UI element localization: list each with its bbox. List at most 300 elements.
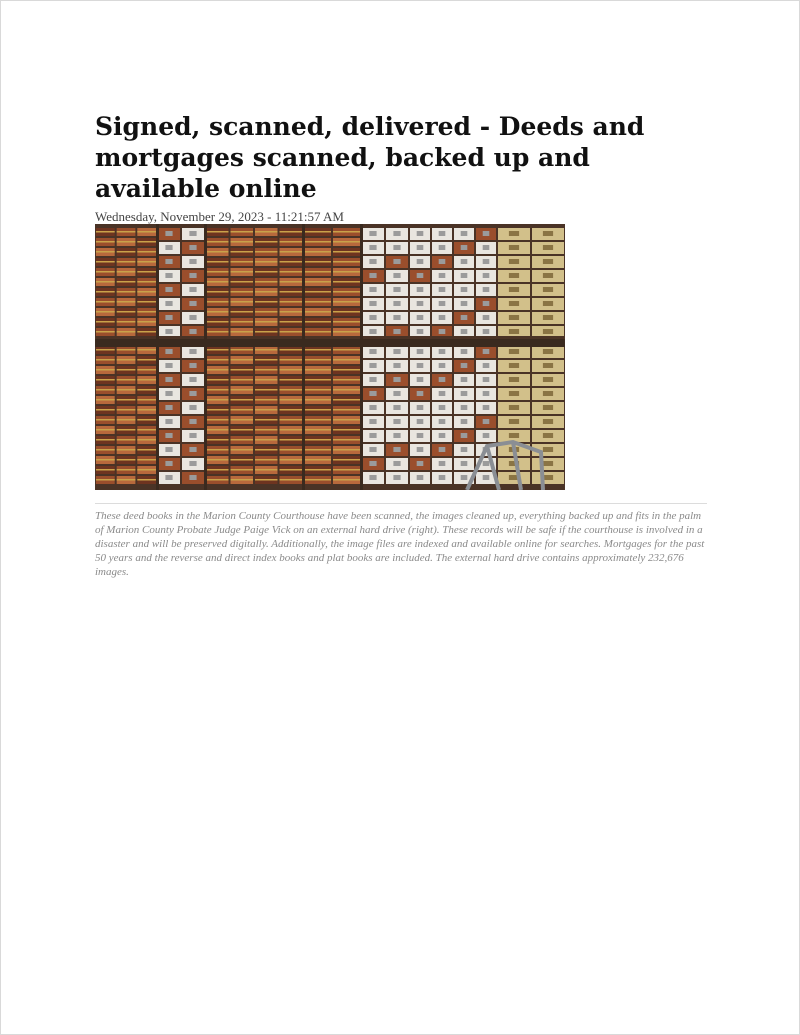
spine-label [189,433,196,438]
spine-band [117,349,136,351]
spine-band [96,251,115,253]
spine-band [231,439,254,441]
spine-band [137,261,156,263]
spine-label [483,461,490,466]
spine-band [280,271,303,273]
spine-label [417,377,424,382]
spine-label [189,301,196,306]
spine-label [439,363,446,368]
spine-band [280,459,303,461]
spine-band [255,311,278,313]
spine-band [255,409,278,411]
spine-band [117,369,136,371]
spine-band [117,291,136,293]
spine-band [137,241,156,243]
spine-band [304,459,331,461]
spine-band [255,281,278,283]
spine-label [165,419,172,424]
spine-band [280,479,303,481]
spine-label [439,287,446,292]
spine-band [255,261,278,263]
spine-band [280,429,303,431]
spine-label [509,377,519,382]
spine-label [439,273,446,278]
spine-band [137,409,156,411]
spine-band [96,281,115,283]
spine-band [117,399,136,401]
spine-band [255,241,278,243]
spine-band [137,311,156,313]
spine-band [280,261,303,263]
spine-band [333,399,360,401]
spine-band [96,291,115,293]
spine-label [189,245,196,250]
spine-band [304,359,331,361]
spine-band [117,419,136,421]
spine-label [461,447,468,452]
spine-label [369,363,376,368]
spine-label [483,287,490,292]
spine-label [165,405,172,410]
spine-band [280,281,303,283]
spine-band [137,291,156,293]
spine-label [461,377,468,382]
spine-label [439,461,446,466]
spine-band [96,331,115,333]
spine-label [483,363,490,368]
spine-label [417,287,424,292]
spine-label [189,363,196,368]
spine-label [417,245,424,250]
spine-band [255,379,278,381]
spine-band [280,311,303,313]
spine-label [393,231,400,236]
spine-label [369,475,376,480]
spine-label [189,287,196,292]
spine-label [369,315,376,320]
spine-label [165,461,172,466]
spine-band [255,439,278,441]
article-photo [95,224,565,490]
spine-band [255,251,278,253]
spine-band [231,469,254,471]
spine-band [304,449,331,451]
spine-band [96,241,115,243]
spine-label [461,433,468,438]
spine-label [439,231,446,236]
spine-band [280,291,303,293]
spine-band [255,419,278,421]
spine-label [393,447,400,452]
spine-band [96,271,115,273]
spine-band [333,321,360,323]
spine-label [189,475,196,480]
spine-band [137,469,156,471]
spine-band [333,459,360,461]
spine-label [439,447,446,452]
spine-label [439,377,446,382]
spine-band [96,479,115,481]
spine-label [543,405,553,410]
spine-band [206,419,229,421]
spine-band [96,359,115,361]
spine-label [165,475,172,480]
spine-band [96,369,115,371]
spine-label [393,475,400,480]
spine-label [393,377,400,382]
spine-label [461,391,468,396]
spine-label [439,433,446,438]
spine-label [483,259,490,264]
spine-band [96,349,115,351]
spine-band [206,459,229,461]
spine-label [417,461,424,466]
spine-band [280,409,303,411]
spine-band [333,241,360,243]
spine-label [165,433,172,438]
spine-band [333,439,360,441]
spine-label [483,433,490,438]
spine-band [280,251,303,253]
spine-band [206,331,229,333]
spine-label [417,405,424,410]
spine-label [461,259,468,264]
spine-band [231,301,254,303]
spine-band [96,439,115,441]
shelf-board [95,339,565,347]
spine-label [369,391,376,396]
spine-band [206,399,229,401]
spine-label [189,419,196,424]
spine-label [543,363,553,368]
spine-band [96,409,115,411]
spine-band [231,349,254,351]
spine-band [96,449,115,451]
spine-label [165,349,172,354]
spine-band [255,321,278,323]
spine-band [117,271,136,273]
spine-band [304,439,331,441]
spine-label [165,315,172,320]
spine-band [304,331,331,333]
spine-label [439,419,446,424]
spine-label [393,419,400,424]
spine-label [543,301,553,306]
spine-band [333,261,360,263]
spine-band [280,369,303,371]
spine-label [393,349,400,354]
article-dateline: Wednesday, November 29, 2023 - 11:21:57 AM [95,209,344,224]
spine-label [165,377,172,382]
spine-label [461,329,468,334]
spine-band [96,429,115,431]
spine-band [206,261,229,263]
spine-band [137,231,156,233]
spine-band [333,479,360,481]
spine-band [231,311,254,313]
spine-label [369,419,376,424]
spine-band [231,419,254,421]
spine-band [304,311,331,313]
spine-label [417,301,424,306]
spine-label [165,245,172,250]
spine-label [543,433,553,438]
spine-band [231,459,254,461]
spine-label [369,447,376,452]
spine-label [509,273,519,278]
spine-label [509,315,519,320]
spine-band [117,449,136,451]
spine-label [189,447,196,452]
spine-label [369,259,376,264]
spine-band [304,379,331,381]
spine-band [333,311,360,313]
spine-label [417,447,424,452]
spine-label [543,349,553,354]
spine-band [280,349,303,351]
article-headline: Signed, scanned, delivered - Deeds and mortgages scanned, backed up and available online [95,112,645,203]
spine-band [96,321,115,323]
shelf-upright [360,224,363,490]
spine-label [393,315,400,320]
spine-label [483,475,490,480]
spine-band [117,429,136,431]
spine-label [509,329,519,334]
spine-band [304,231,331,233]
spine-label [461,245,468,250]
spine-band [304,321,331,323]
spine-band [137,369,156,371]
spine-band [333,449,360,451]
spine-band [206,349,229,351]
spine-label [393,461,400,466]
spine-band [206,241,229,243]
spine-band [333,331,360,333]
spine-label [483,329,490,334]
spine-label [509,419,519,424]
spine-band [255,469,278,471]
spine-band [96,301,115,303]
spine-label [369,245,376,250]
spine-label [543,231,553,236]
spine-label [509,433,519,438]
spine-label [543,447,553,452]
spine-band [96,469,115,471]
spine-band [117,261,136,263]
spine-label [189,405,196,410]
spine-band [96,379,115,381]
spine-label [483,349,490,354]
spine-band [333,359,360,361]
spine-band [280,231,303,233]
spine-band [255,231,278,233]
spine-band [333,301,360,303]
spine-band [137,379,156,381]
spine-label [483,419,490,424]
spine-band [117,321,136,323]
spine-label [417,363,424,368]
spine-band [304,281,331,283]
spine-band [255,479,278,481]
spine-band [137,331,156,333]
spine-label [509,259,519,264]
spine-label [393,259,400,264]
spine-band [96,261,115,263]
spine-band [255,449,278,451]
spine-label [393,329,400,334]
spine-band [304,469,331,471]
spine-band [333,469,360,471]
spine-band [333,409,360,411]
spine-label [461,461,468,466]
spine-label [461,363,468,368]
spine-label [461,475,468,480]
spine-label [543,287,553,292]
spine-label [189,315,196,320]
spine-band [206,389,229,391]
spine-band [255,399,278,401]
spine-label [393,363,400,368]
spine-label [417,419,424,424]
spine-label [509,349,519,354]
spine-band [304,261,331,263]
photo-caption: These deed books in the Marion County Courthouse have been scanned, the images cleaned up, everything backed up and fits in the palm of Marion County Probate Judge Paige Vick on an external hard drive (right). These records will be safe if the courthouse is involved in a disaster and will be preserved digitally. Additionally, the image files are indexed and available online for searches. Mortgages for the past 50 years and the reverse and direct index books and plat books are included. The external hard drive contains approximately 232,676 images. [95,510,705,578]
spine-label [165,231,172,236]
spine-label [543,461,553,466]
spine-band [333,429,360,431]
spine-band [137,321,156,323]
spine-band [117,311,136,313]
spine-band [137,399,156,401]
spine-band [231,271,254,273]
spine-label [165,273,172,278]
spine-band [304,349,331,351]
spine-band [206,301,229,303]
spine-band [231,379,254,381]
spine-band [206,409,229,411]
spine-label [483,377,490,382]
spine-band [231,429,254,431]
spine-label [417,349,424,354]
spine-band [231,281,254,283]
shelf-upright [204,224,207,490]
spine-band [96,399,115,401]
article [95,111,707,579]
spine-band [137,449,156,451]
spine-label [165,363,172,368]
spine-band [280,379,303,381]
spine-band [231,369,254,371]
spine-band [231,359,254,361]
spine-label [509,363,519,368]
spine-label [483,231,490,236]
spine-band [304,369,331,371]
spine-label [165,287,172,292]
spine-label [439,391,446,396]
spine-band [280,359,303,361]
spine-label [189,273,196,278]
spine-label [417,391,424,396]
spine-label [509,301,519,306]
spine-band [333,419,360,421]
spine-band [280,321,303,323]
spine-label [439,259,446,264]
spine-label [369,349,376,354]
spine-band [304,409,331,411]
spine-band [333,389,360,391]
spine-band [333,281,360,283]
spine-label [189,377,196,382]
spine-band [137,271,156,273]
spine-label [461,405,468,410]
spine-band [255,359,278,361]
spine-band [137,349,156,351]
spine-band [231,321,254,323]
spine-band [304,419,331,421]
spine-band [206,479,229,481]
spine-label [393,405,400,410]
spine-band [255,301,278,303]
spine-label [393,301,400,306]
spine-band [206,359,229,361]
spine-band [117,379,136,381]
spine-band [117,359,136,361]
spine-band [137,281,156,283]
spine-label [393,287,400,292]
spine-band [137,359,156,361]
spine-band [255,369,278,371]
spine-band [304,389,331,391]
spine-band [137,429,156,431]
spine-label [393,391,400,396]
spine-band [304,399,331,401]
spine-label [461,315,468,320]
spine-label [189,259,196,264]
spine-label [483,405,490,410]
spine-band [304,301,331,303]
spine-band [304,251,331,253]
spine-label [369,405,376,410]
spine-band [206,271,229,273]
spine-label [417,315,424,320]
spine-label [483,315,490,320]
spine-band [255,349,278,351]
spine-label [369,231,376,236]
spine-band [206,281,229,283]
spine-band [206,251,229,253]
spine-band [117,469,136,471]
spine-band [231,389,254,391]
spine-label [417,273,424,278]
spine-label [369,461,376,466]
spine-band [96,231,115,233]
spine-band [137,439,156,441]
spine-band [96,311,115,313]
spine-band [255,331,278,333]
spine-label [509,245,519,250]
spine-band [96,419,115,421]
spine-band [280,241,303,243]
spine-band [231,251,254,253]
spine-band [206,369,229,371]
spine-label [509,231,519,236]
spine-label [461,273,468,278]
spine-label [509,405,519,410]
spine-label [483,301,490,306]
spine-label [393,245,400,250]
spine-band [280,419,303,421]
spine-band [231,331,254,333]
